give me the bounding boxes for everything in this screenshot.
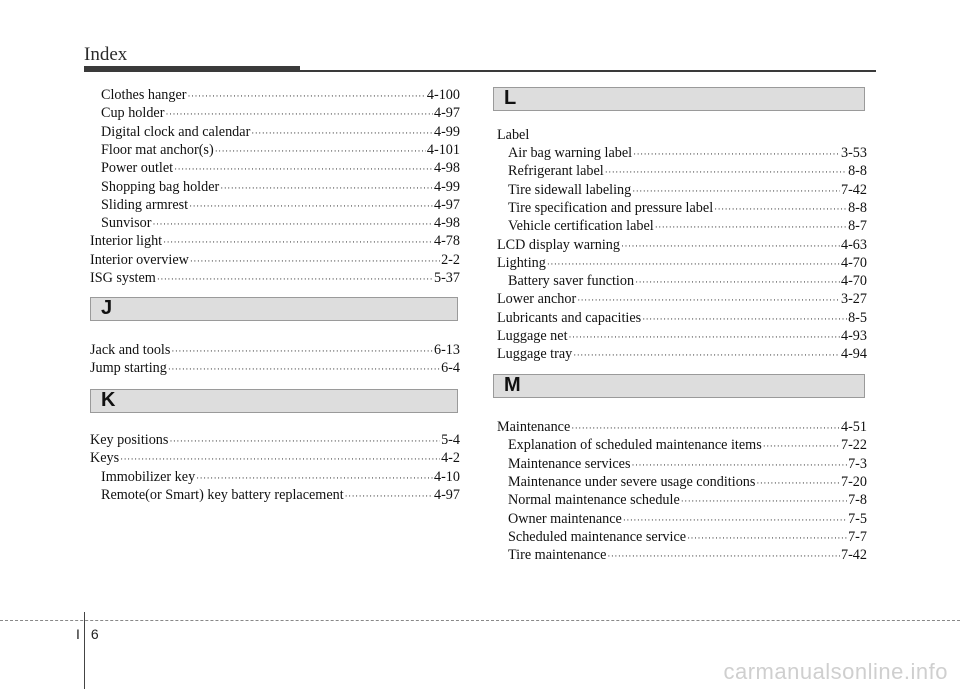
index-entry	[90, 232, 460, 251]
section-letter-l: L	[504, 87, 517, 109]
page-title: Index	[84, 44, 128, 65]
page-reference: 4-98	[433, 215, 460, 232]
section-bar-j	[90, 297, 458, 321]
index-entry	[508, 144, 867, 163]
page-reference: 3-53	[840, 145, 867, 161]
index-entry	[101, 468, 460, 487]
page-reference: 4-98	[433, 160, 460, 177]
index-term: Maintenance services	[508, 455, 631, 472]
index-term: Tire sidewall labeling	[508, 181, 632, 198]
index-entry	[508, 272, 867, 291]
dot-leader	[174, 160, 433, 178]
section-letter-k: K	[101, 389, 116, 411]
dot-leader	[632, 182, 840, 200]
dot-leader	[642, 310, 847, 328]
page-reference: 4-99	[433, 123, 460, 140]
page-reference: 4-97	[433, 196, 460, 213]
index-term: Sunvisor	[101, 215, 152, 232]
index-entry	[508, 473, 867, 492]
page-reference: 7-22	[840, 437, 867, 454]
dot-leader	[623, 511, 847, 529]
page-reference: 4-51	[840, 419, 867, 435]
dot-leader	[220, 179, 433, 197]
index-entry	[101, 123, 460, 142]
dot-leader	[157, 270, 433, 288]
dot-leader	[215, 142, 426, 160]
index-entry	[101, 104, 460, 123]
watermark-text: carmanualsonline.info	[723, 659, 948, 684]
page-reference: 7-42	[840, 547, 867, 564]
page-reference: 7-5	[848, 510, 867, 527]
dot-leader	[633, 145, 840, 163]
page-reference: 4-99	[433, 178, 460, 195]
dot-leader	[569, 328, 840, 346]
section-letter-m: M	[504, 374, 521, 396]
index-entry	[508, 528, 867, 547]
index-term: Interior light	[90, 233, 163, 250]
dot-leader	[714, 200, 847, 218]
index-term: Luggage net	[497, 328, 568, 344]
page-reference: 4-2	[441, 450, 460, 467]
index-term: Luggage tray	[497, 346, 573, 363]
index-term: Interior overview	[90, 251, 189, 268]
index-entry	[508, 455, 867, 474]
dot-leader	[763, 437, 840, 455]
page-reference: 8-8	[848, 163, 867, 180]
page-reference: 6-4	[441, 360, 460, 377]
index-term: Keys	[90, 450, 120, 467]
page-reference: 4-78	[433, 233, 460, 250]
dot-leader	[547, 255, 840, 273]
index-entry	[497, 327, 867, 346]
index-entry	[497, 345, 867, 364]
index-term: Shopping bag holder	[101, 178, 220, 195]
index-term: Explanation of scheduled maintenance items	[508, 437, 762, 454]
index-term: Clothes hanger	[101, 87, 187, 103]
dot-leader	[687, 529, 847, 547]
page-reference: 4-101	[426, 141, 460, 158]
section-bar-k	[90, 389, 458, 413]
index-term: Cup holder	[101, 105, 165, 122]
page-reference: 4-70	[840, 273, 867, 290]
index-entry	[90, 449, 460, 468]
dot-leader	[251, 124, 433, 142]
dot-leader	[120, 450, 440, 468]
dot-leader	[577, 291, 840, 309]
index-term: Maintenance under severe usage conditions	[508, 473, 756, 490]
index-entry	[101, 178, 460, 197]
dot-leader	[190, 252, 440, 270]
index-entry	[497, 236, 867, 255]
page-reference: 6-13	[433, 342, 460, 358]
dot-leader	[171, 342, 433, 360]
section-bar-m	[493, 374, 865, 398]
page-reference: 5-4	[441, 432, 460, 448]
dot-leader	[189, 197, 433, 215]
index-entry	[508, 181, 867, 200]
index-term: LCD display warning	[497, 236, 620, 253]
index-term: Jack and tools	[90, 342, 171, 358]
index-entry	[90, 251, 460, 270]
footer-rule	[0, 620, 960, 621]
page-reference: 7-8	[848, 492, 867, 509]
page-number	[76, 626, 99, 643]
header-rule	[300, 70, 876, 72]
index-entry	[508, 162, 867, 181]
index-entry	[508, 546, 867, 565]
dot-leader	[165, 105, 433, 123]
index-entry	[101, 214, 460, 233]
index-entry	[508, 436, 867, 455]
dot-leader	[571, 419, 840, 437]
page-separator	[84, 627, 85, 643]
index-entry	[101, 86, 460, 105]
page-reference: 4-97	[433, 486, 460, 503]
index-term: Sliding armrest	[101, 196, 189, 213]
index-term: Refrigerant label	[508, 163, 604, 180]
dot-leader	[756, 474, 840, 492]
dot-leader	[345, 487, 433, 505]
index-term: Maintenance	[497, 419, 571, 435]
page-reference: 7-3	[848, 455, 867, 472]
dot-leader	[635, 273, 840, 291]
index-entry	[508, 217, 867, 236]
section-letter-j: J	[101, 297, 113, 319]
index-term: Immobilizer key	[101, 468, 196, 485]
index-term: Lower anchor	[497, 291, 577, 308]
page-reference: 8-8	[848, 199, 867, 216]
page-number-value: 6	[90, 626, 99, 642]
page-reference: 4-70	[840, 254, 867, 271]
index-term: Label	[497, 127, 530, 143]
index-term: Scheduled maintenance service	[508, 528, 687, 545]
page-reference: 7-20	[840, 473, 867, 490]
index-entry	[101, 486, 460, 505]
page-reference: 4-63	[840, 236, 867, 253]
page-reference: 4-10	[433, 468, 460, 485]
page-reference: 4-97	[433, 105, 460, 122]
dot-leader	[168, 360, 440, 378]
page-reference: 7-42	[840, 181, 867, 198]
dot-leader	[188, 87, 426, 105]
dot-leader	[605, 163, 847, 181]
index-entry	[497, 309, 867, 328]
page-reference: 5-37	[433, 270, 460, 286]
dot-leader	[573, 346, 840, 364]
page-reference: 8-5	[848, 309, 867, 326]
index-entry	[90, 431, 460, 450]
index-term: Owner maintenance	[508, 510, 622, 527]
page-reference: 4-100	[426, 87, 460, 103]
index-entry	[101, 141, 460, 160]
dot-leader	[169, 432, 440, 450]
dot-leader	[681, 492, 847, 510]
index-term: Normal maintenance schedule	[508, 492, 680, 509]
dot-leader	[607, 547, 840, 565]
index-entry	[90, 359, 460, 378]
index-entry	[101, 196, 460, 215]
section-bar-l	[493, 87, 865, 111]
index-term: Tire maintenance	[508, 547, 607, 564]
index-term: Key positions	[90, 432, 169, 448]
index-entry	[508, 199, 867, 218]
header-bar	[84, 66, 300, 72]
index-term: Lighting	[497, 254, 546, 271]
index-term: Floor mat anchor(s)	[101, 141, 214, 158]
page-reference: 4-94	[840, 346, 867, 363]
page-reference: 2-2	[441, 251, 460, 268]
index-entry	[497, 290, 867, 309]
index-entry	[508, 491, 867, 510]
index-entry	[90, 269, 460, 288]
index-entry	[508, 510, 867, 529]
page-reference: 8-7	[848, 218, 867, 235]
index-term: Tire specification and pressure label	[508, 199, 714, 216]
index-entry	[497, 418, 867, 437]
page-reference: 3-27	[840, 291, 867, 308]
footer-divider	[84, 612, 85, 689]
dot-leader	[655, 218, 847, 236]
dot-leader	[621, 237, 840, 255]
index-term: Power outlet	[101, 160, 174, 177]
index-heading-label	[497, 126, 529, 144]
index-term: Digital clock and calendar	[101, 123, 251, 140]
index-term: Remote(or Smart) key battery replacement	[101, 486, 344, 503]
dot-leader	[152, 215, 433, 233]
index-entry	[101, 159, 460, 178]
section-number: I	[76, 626, 80, 642]
dot-leader	[632, 456, 848, 474]
index-entry	[90, 341, 460, 360]
index-term: ISG system	[90, 270, 156, 286]
page-reference: 7-7	[848, 528, 867, 545]
index-term: Jump starting	[90, 360, 167, 377]
dot-leader	[196, 469, 433, 487]
dot-leader	[163, 233, 433, 251]
index-term: Lubricants and capacities	[497, 309, 642, 326]
index-term: Battery saver function	[508, 273, 635, 290]
index-term: Vehicle certification label	[508, 218, 654, 235]
page-reference: 4-93	[840, 328, 867, 344]
index-term: Air bag warning label	[508, 145, 633, 161]
index-entry	[497, 254, 867, 273]
